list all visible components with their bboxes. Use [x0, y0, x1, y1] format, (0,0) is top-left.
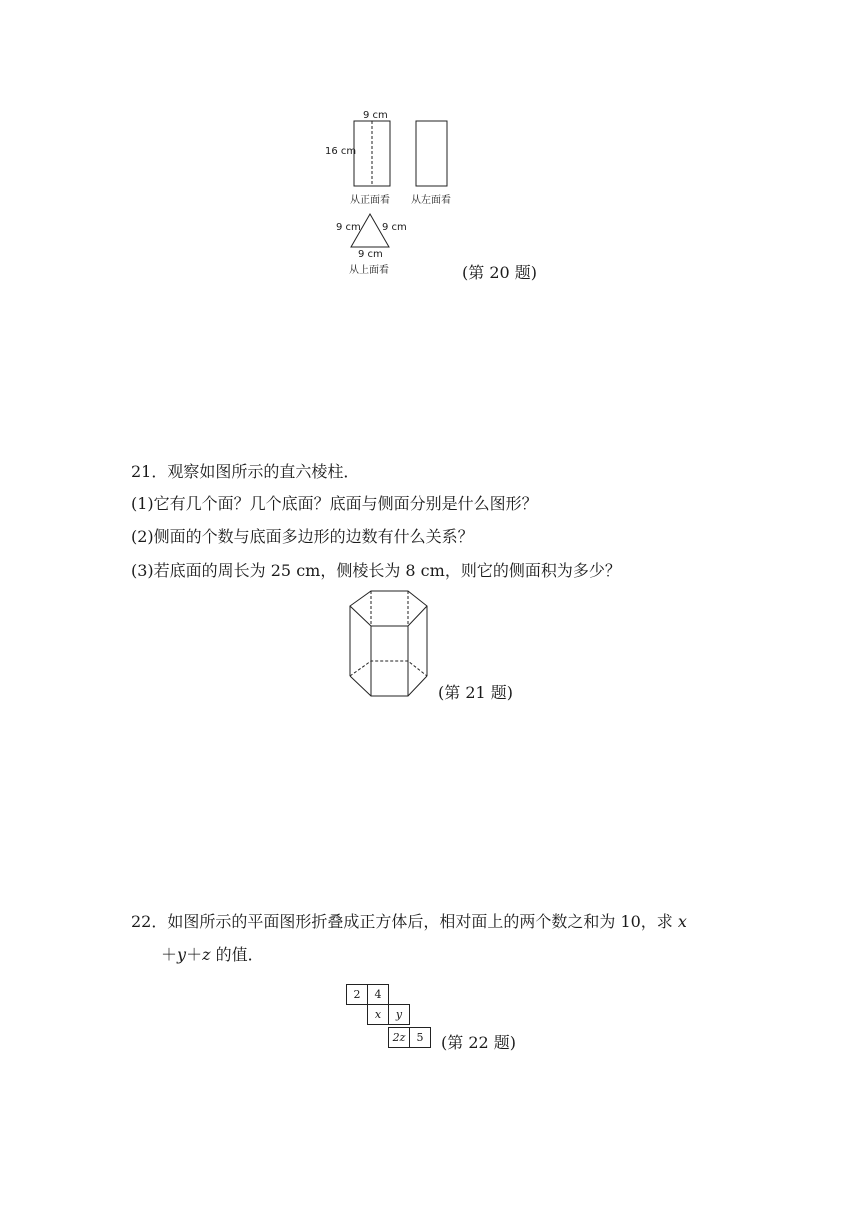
net-cell: 2z — [388, 1027, 410, 1048]
triangle-base-label: 9 cm — [358, 249, 383, 260]
front-view-label: 从正面看 — [350, 195, 390, 206]
q21-title: 21．观察如图所示的直六棱柱． — [131, 462, 360, 481]
triangle-left-side-label: 9 cm — [336, 222, 361, 233]
q21-caption: (第 21 题) — [438, 683, 514, 702]
plus-sign: ＋ — [186, 945, 203, 964]
left-view-label: 从左面看 — [411, 195, 451, 206]
q21-part1: (1)它有几个面？几个底面？底面与侧面分别是什么图形？ — [131, 494, 538, 513]
q22-line2-tail: 的值． — [210, 945, 264, 964]
q22-line1 — [131, 912, 687, 932]
q20-caption: (第 20 题) — [462, 263, 538, 282]
var-z: z — [202, 945, 211, 964]
plus-sign: ＋ — [161, 945, 178, 964]
net-cell: 2 — [346, 984, 368, 1005]
triangle-right-side-label: 9 cm — [382, 222, 407, 233]
net-cell: 4 — [367, 984, 389, 1005]
net-cell: y — [388, 1004, 410, 1025]
q22-line1-text: 22．如图所示的平面图形折叠成正方体后，相对面上的两个数之和为 10，求 — [131, 912, 678, 931]
net-cell: x — [367, 1004, 389, 1025]
net-cell: 5 — [409, 1027, 431, 1048]
front-view-width-label: 9 cm — [363, 110, 388, 121]
top-view-label: 从上面看 — [349, 265, 389, 276]
q22-line2 — [161, 945, 264, 965]
var-x: x — [677, 912, 687, 931]
q22-caption: (第 22 题) — [441, 1033, 517, 1052]
front-view-height-label: 16 cm — [325, 146, 357, 157]
var-y: y — [177, 945, 187, 964]
q21-part3: (3)若底面的周长为 25 cm，侧棱长为 8 cm，则它的侧面积为多少？ — [131, 561, 621, 580]
q21-part2: (2)侧面的个数与底面多边形的边数有什么关系？ — [131, 527, 474, 546]
